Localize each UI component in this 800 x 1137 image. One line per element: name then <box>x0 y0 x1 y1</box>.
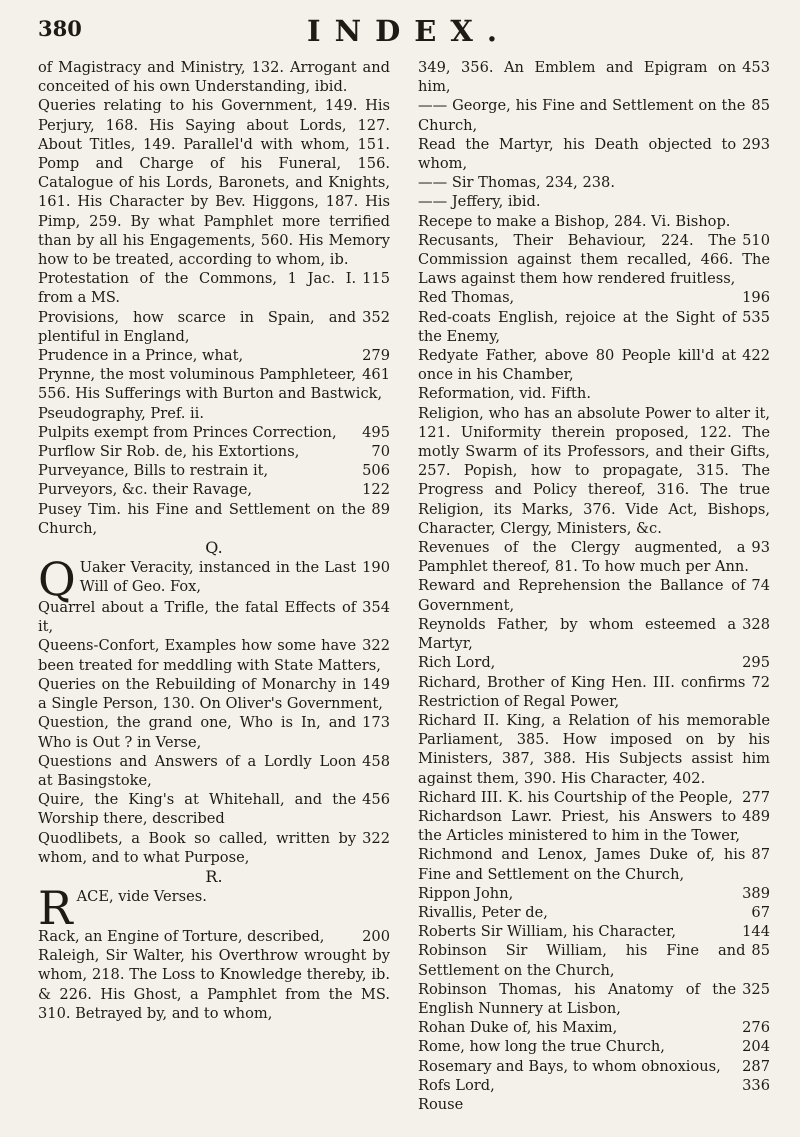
entry-page-ref: 122 <box>362 481 390 499</box>
entry-page-ref: 287 <box>742 1057 770 1075</box>
index-entry <box>418 173 770 192</box>
index-entry <box>38 790 390 828</box>
entry-page-ref: 67 <box>751 903 770 921</box>
index-entry <box>418 192 770 211</box>
index-entry <box>38 461 390 480</box>
entry-page-ref: 204 <box>742 1038 770 1056</box>
entry-page-ref: 190 <box>362 559 390 577</box>
index-entry <box>418 1018 770 1037</box>
index-columns <box>38 58 770 1114</box>
entry-page-ref: 456 <box>362 791 390 809</box>
entry-page-ref: 196 <box>742 289 770 307</box>
entry-text: Richmond and Lenox, James Duke of, his Fine and Settlement on the Church, <box>418 846 746 883</box>
entry-text: Reformation, vid. Fifth. <box>418 385 591 403</box>
entry-page-ref: 74 <box>751 577 770 595</box>
entry-page-ref: 85 <box>751 942 770 960</box>
entry-text: Purveyors, &c. their Ravage, <box>38 481 253 499</box>
entry-text: Reynolds Father, by whom esteemed a Martyr, <box>418 615 737 653</box>
entry-page-ref: 422 <box>742 347 770 365</box>
entry-text: Provisions, how scarce in Spain, and plentiful in England, <box>38 308 357 345</box>
entry-text: Red Thomas, <box>418 289 515 307</box>
index-entry <box>38 636 390 674</box>
entry-text: Robinson Sir William, his Fine and Settlement on the Church, <box>418 942 746 979</box>
entry-page-ref: 277 <box>742 788 770 806</box>
index-entry <box>38 880 390 935</box>
entry-page-ref: 458 <box>362 752 390 770</box>
entry-text: Richardson Lawr. Priest, his Answers to the Articles ministered to him in the Tower, <box>418 807 740 845</box>
entry-text: Rosemary and Bays, to whom obnoxious, <box>418 1057 721 1075</box>
index-entry <box>38 442 390 461</box>
entry-page-ref: 72 <box>751 673 770 691</box>
entry-text: ACE, vide Verses. <box>76 887 207 905</box>
index-entry <box>418 980 770 1018</box>
entry-text: Queens-Confort, Examples how some have been treated for meddling with State Matters, <box>38 637 381 674</box>
index-entry <box>418 1095 770 1114</box>
entry-text: Prudence in a Prince, what, <box>38 347 244 365</box>
index-entry <box>38 675 390 713</box>
entry-text: Recepe to make a Bishop, 284. Vi. Bishop. <box>418 212 731 230</box>
entry-page-ref: 173 <box>362 714 390 732</box>
entry-page-ref: 200 <box>362 927 390 945</box>
entry-text: Reward and Reprehension the Ballance of Government, <box>418 577 746 614</box>
entry-page-ref: 489 <box>742 807 770 825</box>
index-entry <box>418 941 770 979</box>
entry-page-ref: 293 <box>742 135 770 153</box>
entry-text: Richard III. K. his Courtship of the People, <box>418 788 733 806</box>
entry-page-ref: 453 <box>742 59 770 76</box>
entry-text: 349, 356. An Emblem and Epigram on him, <box>418 59 737 96</box>
entry-text: Rofs Lord, <box>418 1076 495 1094</box>
entry-text: Queries relating to his Government, 149. His Perjury, 168. His Saying about Lords, 127. About Titles, 149. Parallel'd with whom, 151. Pomp and Charge of his Funeral, 156. Catalogue of his Lords, Baronets, and Knights, 161. His Character by Bev. Higgons, 187. His Pimp, 259. By what Pamphlet more terrified than by all his Engagements, 560. His Memory how to be treated, according to whom, ib. <box>38 97 390 269</box>
index-entry <box>418 615 770 653</box>
right-column <box>418 58 770 1114</box>
entry-text: Robinson Thomas, his Anatomy of the English Nunnery at Lisbon, <box>418 980 737 1017</box>
entry-page-ref: 322 <box>362 637 390 655</box>
entry-text: Redyate Father, above 80 People kill'd at once in his Chamber, <box>418 347 737 384</box>
entry-page-ref: 70 <box>371 443 390 461</box>
index-entry <box>418 288 770 307</box>
index-entry <box>418 212 770 231</box>
entry-text: of Magistracy and Ministry, 132. Arrogant and conceited of his own Understanding, ibid. <box>38 59 390 96</box>
entry-page-ref: 89 <box>371 500 390 518</box>
index-entry <box>38 269 390 307</box>
index-entry <box>418 308 770 346</box>
index-entry <box>418 538 770 576</box>
entry-text: —— Jeffery, ibid. <box>418 193 541 211</box>
index-entry <box>418 1037 770 1056</box>
index-entry <box>38 552 390 607</box>
entry-page-ref: 495 <box>362 423 390 441</box>
entry-text: Rippon John, <box>418 884 514 902</box>
entry-page-ref: 535 <box>742 308 770 326</box>
index-entry <box>38 927 390 946</box>
index-entry <box>418 576 770 614</box>
entry-page-ref: 506 <box>362 462 390 480</box>
index-entry <box>418 58 770 96</box>
drop-cap: Q <box>38 552 76 607</box>
index-entry <box>418 845 770 883</box>
index-entry <box>418 404 770 538</box>
entry-text: Religion, who has an absolute Power to alter it, 121. Uniformity therein proposed, 122. The motly Swarm of its Professors, and their Gifts, 257. Popish, how to propagate, 315. The Progress and Policy thereof, 316. The true Religion, its Marks, 376. Vide Act, Bishops, Character, Clergy, Ministers, &c. <box>418 404 770 537</box>
index-entry <box>418 903 770 922</box>
index-entry <box>38 404 390 423</box>
index-entry <box>38 58 390 96</box>
index-entry <box>38 308 390 346</box>
index-entry <box>38 500 390 538</box>
index-entry <box>38 480 390 499</box>
entry-text: Red-coats English, rejoice at the Sight of the Enemy, <box>418 308 737 345</box>
entry-text: Richard II. King, a Relation of his memorable Parliament, 385. How imposed on by his Ministers, 387, 388. His Subjects assist him against them, 390. His Character, 402. <box>418 711 770 787</box>
entry-text: —— George, his Fine and Settlement on the Church, <box>418 97 746 134</box>
index-entry <box>38 346 390 365</box>
index-entry <box>418 1076 770 1095</box>
index-entry <box>418 653 770 672</box>
entry-page-ref: 461 <box>362 366 390 384</box>
entry-text: Prynne, the most voluminous Pamphleteer, 556. His Sufferings with Burton and Bastwick, <box>38 366 383 403</box>
index-entry <box>38 423 390 442</box>
entry-text: Rome, how long the true Church, <box>418 1038 665 1056</box>
entry-text: Quodlibets, a Book so called, written by whom, and to what Purpose, <box>38 829 357 866</box>
index-entry <box>38 829 390 867</box>
drop-cap: R <box>38 880 73 935</box>
entry-text: Pseudography, Pref. ii. <box>38 404 204 422</box>
index-entry <box>38 96 390 269</box>
entry-text: Purveyance, Bills to restrain it, <box>38 462 269 480</box>
entry-text: Uaker Veracity, instanced in the Last Will of Geo. Fox, <box>79 559 357 596</box>
index-entry <box>418 1057 770 1076</box>
entry-page-ref: 510 <box>742 231 770 249</box>
entry-text: Rich Lord, <box>418 654 496 672</box>
entry-text: Rivallis, Peter de, <box>418 903 548 921</box>
entry-text: Rohan Duke of, his Maxim, <box>418 1019 618 1037</box>
entry-page-ref: 149 <box>362 675 390 693</box>
entry-text: Purflow Sir Rob. de, his Extortions, <box>38 443 300 461</box>
section-letter: R. <box>205 866 223 886</box>
entry-text: Revenues of the Clergy augmented, a Pamphlet thereof, 81. To how much per Ann. <box>418 539 749 576</box>
entry-text: Quire, the King's at Whitehall, and the Worship there, described <box>38 791 357 828</box>
entry-page-ref: 352 <box>362 308 390 326</box>
entry-page-ref: 295 <box>742 654 770 672</box>
entry-text: Read the Martyr, his Death objected to whom, <box>418 135 737 173</box>
entry-text: Questions and Answers of a Lordly Loon at Basingstoke, <box>38 752 357 789</box>
entry-page-ref: 279 <box>362 347 390 365</box>
page-header <box>38 14 770 58</box>
index-entry <box>418 788 770 807</box>
entry-text: Roberts Sir William, his Character, <box>418 923 677 941</box>
entry-page-ref: 93 <box>751 539 770 557</box>
entry-text: Queries on the Rebuilding of Monarchy in a Single Person, 130. On Oliver's Government, <box>38 675 383 713</box>
entry-page-ref: 276 <box>742 1019 770 1037</box>
page-number: 380 <box>38 16 82 41</box>
entry-page-ref: 325 <box>742 980 770 998</box>
index-entry <box>418 807 770 845</box>
entry-text: Protestation of the Commons, 1 Jac. I. from a MS. <box>38 270 357 307</box>
index-entry <box>418 135 770 173</box>
entry-text: Rack, an Engine of Torture, described, <box>38 927 325 945</box>
section-letter: Q. <box>205 538 223 558</box>
entry-page-ref: 354 <box>362 599 390 617</box>
index-entry <box>418 922 770 941</box>
index-entry <box>38 365 390 403</box>
index-entry <box>418 96 770 134</box>
index-entry <box>418 711 770 788</box>
entry-page-ref: 144 <box>742 923 770 941</box>
entry-text: Rouse <box>418 1095 464 1113</box>
index-entry <box>418 884 770 903</box>
index-entry <box>38 946 390 1023</box>
entry-text: Pulpits exempt from Princes Correction, <box>38 423 337 441</box>
index-entry <box>38 713 390 751</box>
left-column <box>38 58 390 1114</box>
index-entry <box>38 752 390 790</box>
entry-text: Raleigh, Sir Walter, his Overthrow wrought by whom, 218. The Loss to Knowledge thereby, ib. & 226. His Ghost, a Pamphlet from the MS. 310. Betrayed by, and to whom, <box>38 947 390 1022</box>
index-entry <box>418 231 770 289</box>
entry-page-ref: 115 <box>362 270 390 288</box>
entry-page-ref: 389 <box>742 884 770 902</box>
entry-page-ref: 328 <box>742 615 770 633</box>
entry-page-ref: 87 <box>751 846 770 864</box>
entry-page-ref: 85 <box>751 97 770 115</box>
index-entry <box>38 598 390 636</box>
index-entry <box>418 346 770 384</box>
entry-text: Pusey Tim. his Fine and Settlement on the Church, <box>38 500 366 537</box>
index-entry <box>418 384 770 403</box>
entry-text: —— Sir Thomas, 234, 238. <box>418 174 615 192</box>
running-head: INDEX. <box>307 14 511 48</box>
entry-text: Question, the grand one, Who is In, and Who is Out ? in Verse, <box>38 714 357 751</box>
entry-text: Richard, Brother of King Hen. III. confirms Restriction of Regal Power, <box>418 673 746 710</box>
entry-text: Recusants, Their Behaviour, 224. The Commission against them recalled, 466. The Laws against them how rendered fruitless, <box>418 231 770 288</box>
index-entry <box>418 673 770 711</box>
entry-page-ref: 322 <box>362 829 390 847</box>
entry-text: Quarrel about a Trifle, the fatal Effects of it, <box>38 599 357 636</box>
entry-page-ref: 336 <box>742 1076 770 1094</box>
